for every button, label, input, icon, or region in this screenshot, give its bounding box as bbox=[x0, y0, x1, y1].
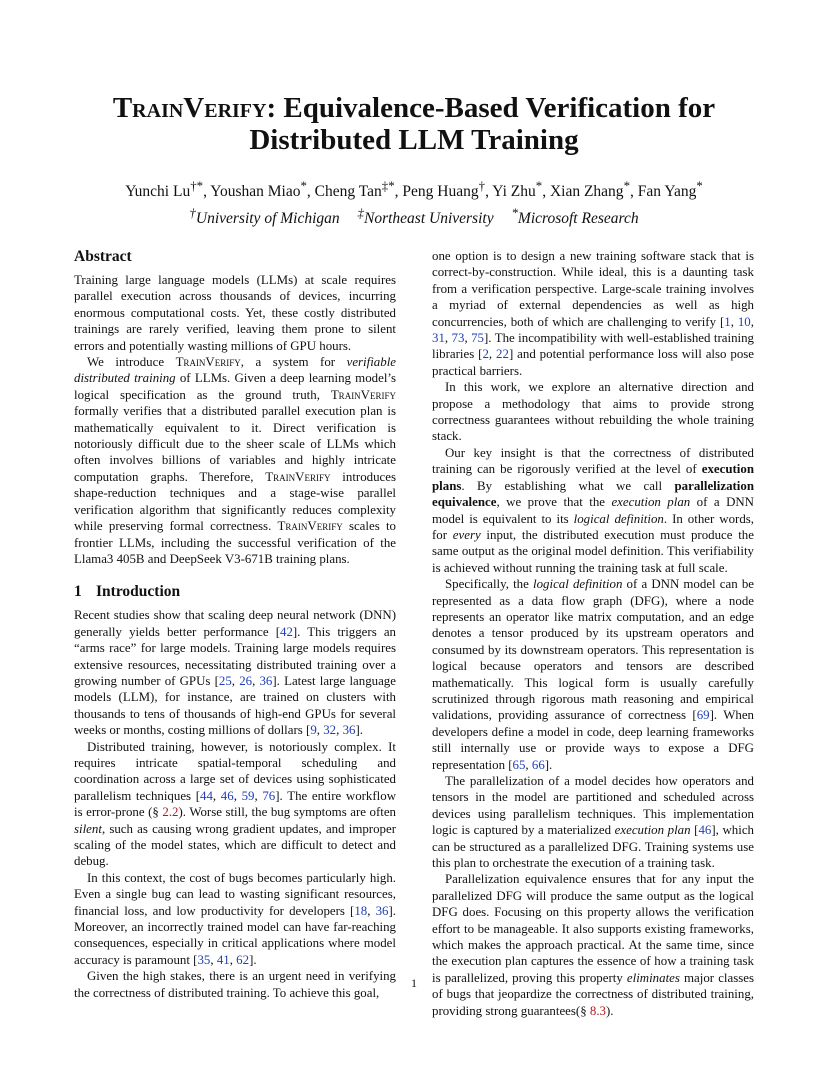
section-ref-link[interactable]: 2.2 bbox=[162, 805, 179, 820]
affiliation-list bbox=[40, 203, 788, 228]
intro-paragraph: Recent studies show that scaling deep neural network (DNN) generally yields better performance [42]. This triggers an “arms race” for large models. Training large models requires extensive resources, necessitating distributed training over a growing number of GPUs [25, 26, 36]. Latest large language models (LLM), for instance, are trained on clusters with thousands to tens of thousands of high-end GPUs for several weeks or months, costing millions of dollars [9, 32, 36]. bbox=[74, 608, 396, 738]
author: Fan Yang* bbox=[637, 178, 703, 201]
citation-link[interactable]: 73 bbox=[451, 331, 465, 346]
citation-link[interactable]: 9 bbox=[310, 723, 317, 738]
citation-link[interactable]: 31 bbox=[432, 331, 445, 346]
author: Peng Huang† bbox=[402, 178, 486, 201]
author: Xian Zhang* bbox=[549, 178, 631, 201]
citation-link[interactable]: 75 bbox=[471, 331, 484, 346]
affiliation: *Microsoft Research bbox=[511, 205, 639, 228]
author: Youshan Miao* bbox=[210, 178, 307, 201]
intro-paragraph: Given the high stakes, there is an urgent need in verifying the correctness of distributed training. To achieve this goal, bbox=[74, 969, 396, 1000]
intro-paragraph: In this work, we explore an alternative direction and propose a methodology that aims to provide strong correctness guarantees without rebuilding the whole training stack. bbox=[432, 380, 754, 444]
citation-link[interactable]: 18 bbox=[354, 903, 368, 918]
author: Yi Zhu* bbox=[492, 178, 543, 201]
citation-link[interactable]: 36 bbox=[342, 723, 356, 738]
citation-link[interactable]: 22 bbox=[496, 347, 509, 362]
citation-link[interactable]: 46 bbox=[220, 788, 234, 803]
intro-paragraph: one option is to design a new training software stack that is correct-by-construction. While ideal, this is a daunting task from a verification perspective. Large-scale training involves a myriad of external dependencies as well as high concurrencies, both of which are challenging to verify [1, 10, 31, 73, 75]. The incompatibility with well-established training libraries [2, 22] and potential performance loss will also pose practical barriers. bbox=[432, 249, 754, 378]
citation-link[interactable]: 65 bbox=[512, 757, 526, 772]
section-ref-link[interactable]: 8.3 bbox=[589, 1003, 606, 1018]
citation-link[interactable]: 59 bbox=[241, 788, 255, 803]
citation-link[interactable]: 36 bbox=[259, 673, 273, 688]
intro-paragraph: Distributed training, however, is notoriously complex. It requires intricate spatial-temporal scheduling and coordination across a large set of devices using sophisticated parallelism techniques [44, 46, 59, 76]. The entire workflow is error-prone (§ 2.2). Worse still, the bug symptoms are often silent, such as causing wrong gradient updates, and improper scaling of the model states, which are difficult to detect and debug. bbox=[74, 739, 397, 869]
abstract-paragraph: We introduce TrainVerify, a system for verifiable distributed training of LLMs. Given a deep learning model’s logical specification as the ground truth, TrainVerify formally verifies that a distributed parallel execution plan is mathematically equivalent to it. Direct verification is notoriously difficult due to the sheer scale of LLMs which often involves billions of variables and highly intricate computation graphs. Therefore, TrainVerify introduces shape-reduction techniques and a stage-wise parallel verification algorithm that significantly reduces complexity while preserving formal correctness. TrainVerify scales to frontier LLMs, including the successful verification of the Llama3 405B and DeepSeek V3-671B training plans. bbox=[74, 355, 397, 566]
affiliation: †University of Michigan bbox=[189, 205, 340, 228]
right-column bbox=[432, 248, 754, 1019]
citation-link[interactable]: 36 bbox=[375, 903, 389, 918]
citation-link[interactable]: 66 bbox=[531, 757, 545, 772]
left-column bbox=[74, 248, 396, 1001]
introduction-heading: 1 Introduction bbox=[74, 583, 181, 601]
page-number: 1 bbox=[411, 976, 417, 990]
author-list: Yunchi Lu†*, Youshan Miao*, Cheng Tan‡*, Peng Huang†, Yi Zhu*, Xian Zhang*, Fan Yang* bbox=[125, 178, 703, 201]
intro-paragraph: The parallelization of a model decides how operators and tensors in the model are partitioned and scheduled across devices using parallelism techniques. This implementation logic is captured by a materialized execution plan [46], which can be structured as a parallelized DFG. Training systems use this plan to orchestrate the execution of a training task. bbox=[432, 774, 754, 871]
citation-link[interactable]: 46 bbox=[698, 823, 712, 838]
affiliation: ‡Northeast University bbox=[357, 205, 494, 228]
citation-link[interactable]: 2 bbox=[482, 347, 489, 362]
citation-link[interactable]: 1 bbox=[724, 314, 731, 329]
system-name: TrainVerify bbox=[112, 92, 267, 124]
citation-link[interactable]: 69 bbox=[696, 708, 710, 723]
intro-paragraph: Parallelization equivalence ensures that for any input the parallelized DFG will produce the same output as the logical DFG does. Focusing on this property allows the verification effort to be manageable. It also supports existing frameworks, which makes the approach practical. At the same time, since the execution plan captures the essence of how a training task is parallelized, proving this property eliminates major classes of bugs that jeopardize the correctness of distributed training, providing strong guarantees(§ 8.3). bbox=[432, 872, 754, 1018]
citation-link[interactable]: 44 bbox=[200, 788, 213, 803]
title-line-2: Distributed LLM Training bbox=[249, 124, 579, 156]
citation-link[interactable]: 32 bbox=[323, 723, 337, 738]
citation-link[interactable]: 76 bbox=[262, 788, 276, 803]
citation-link[interactable]: 26 bbox=[239, 673, 253, 688]
citation-link[interactable]: 10 bbox=[737, 314, 751, 329]
citation-link[interactable]: 41 bbox=[216, 952, 230, 967]
intro-paragraph: Specifically, the logical definition of a DNN model can be represented as a data flow graph (DFG), where a node represents an operator like matrix computation, and an edge denotes a tensor produced by its upstream operators and consumed by its downstream operators. This representation is logical because operators and tensors are described mathematically. This logical form is usually carefully scrutinized through rigorous math reasoning and empirical validations, providing assurance of correctness [69]. When developers define a model in code, deep learning frameworks still internally use or provide ways to expose a DFG representation [65, 66]. bbox=[432, 577, 754, 772]
citation-link[interactable]: 35 bbox=[197, 952, 211, 967]
author: Yunchi Lu†* bbox=[125, 178, 204, 201]
title-line-1: : Equivalence-Based Verification for bbox=[266, 92, 716, 124]
citation-link[interactable]: 42 bbox=[280, 624, 293, 639]
citation-link[interactable]: 62 bbox=[236, 952, 250, 967]
intro-paragraph: Our key insight is that the correctness of distributed training can be rigorously verified at the level of execution plans. By establishing what we call parallelization equivalence, we prove that the execution plan of a DNN model is equivalent to its logical definition. In other words, for every input, the distributed execution must produce the same output as the original model definition. This verifiability is achieved without running the training task at full scale. bbox=[432, 445, 754, 575]
paper-title bbox=[60, 92, 768, 156]
intro-paragraph: In this context, the cost of bugs becomes particularly high. Even a single bug can lead to wasting significant resources, financial loss, and low productivity for developers [18, 36]. Moreover, an incorrectly trained model can have far-reaching consequences, especially in critical applications where model accuracy is paramount [35, 41, 62]. bbox=[74, 870, 396, 967]
author: Cheng Tan‡* bbox=[314, 178, 395, 201]
citation-link[interactable]: 25 bbox=[218, 673, 232, 688]
abstract-heading: Abstract bbox=[74, 248, 132, 265]
abstract-paragraph: Training large language models (LLMs) at scale requires parallel execution across thousands of devices, incurring enormous computational costs. Yet, these costly distributed trainings are rarely verified, leaving them prone to silent errors and potentially wasting millions of GPU hours. bbox=[74, 273, 396, 353]
